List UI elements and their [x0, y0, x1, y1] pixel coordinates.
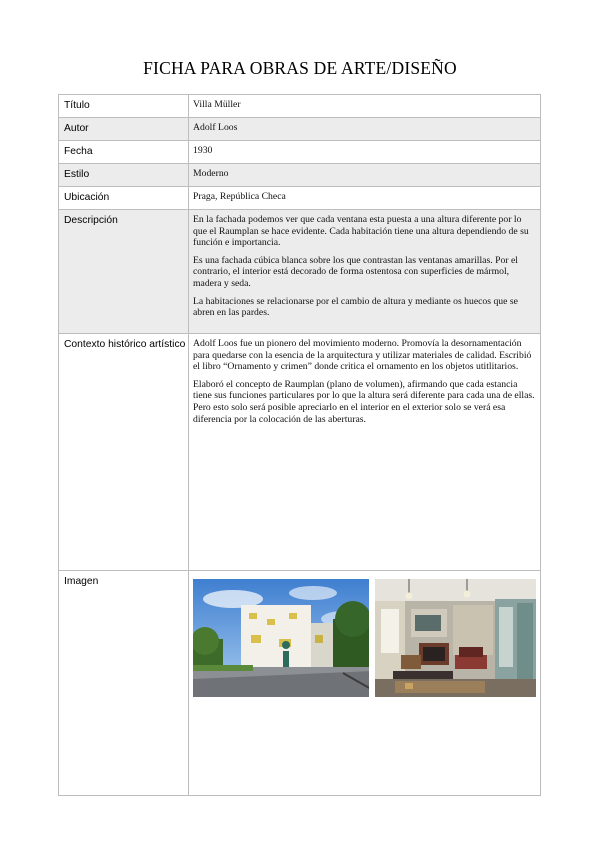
descripcion-paragraph-3: La habitaciones se relacionarse por el cambio de altura y mediante os huecos que se abren en las pardes.	[193, 295, 518, 319]
label-fecha: Fecha	[59, 141, 189, 164]
value-autor: Adolf Loos	[189, 118, 541, 141]
row-fecha	[59, 141, 541, 164]
label-descripcion: Descripción	[59, 210, 189, 334]
row-imagen	[59, 571, 541, 796]
label-autor: Autor	[59, 118, 189, 141]
row-contexto	[59, 334, 541, 571]
label-imagen: Imagen	[59, 571, 189, 796]
villa-exterior-photo	[193, 579, 369, 697]
descripcion-paragraph-1: En la fachada podemos ver que cada ventana esta puesta a una altura diferente por lo que el Raumplan se hace evidente. Cada habitación tiene una altura dependiendo de su función e importancia.	[193, 214, 529, 249]
label-titulo: Título	[59, 95, 189, 118]
descripcion-paragraph-2: Es una fachada cúbica blanca sobre los que contrastan las ventanas amarillas. Por el contrario, el interior está decorado de forma ostentosa con superficies de mármol, madera y seda.	[193, 254, 518, 289]
row-ubicacion	[59, 187, 541, 210]
artwork-sheet-table	[58, 94, 541, 796]
row-titulo	[59, 95, 541, 118]
label-contexto: Contexto histórico artístico	[59, 334, 189, 571]
villa-interior-photo	[375, 579, 536, 697]
row-descripcion	[59, 210, 541, 334]
value-ubicacion: Praga, República Checa	[189, 187, 541, 210]
value-contexto	[189, 334, 541, 571]
document-title: FICHA PARA OBRAS DE ARTE/DISEÑO	[143, 58, 457, 78]
row-estilo	[59, 164, 541, 187]
value-descripcion	[189, 210, 541, 334]
value-titulo: Villa Müller	[189, 95, 541, 118]
image-gallery	[193, 575, 536, 697]
label-estilo: Estilo	[59, 164, 189, 187]
contexto-paragraph-2: Elaboró el concepto de Raumplan (plano de volumen), afirmando que cada estancia tiene sus funciones particulares por lo que la altura será diferente para cada una de ellas. Pero esto solo será posible apreciarlo en el interior en el exterior solo se verá esa diferencia por la colocación de las aberturas.	[193, 378, 535, 425]
contexto-paragraph-1: Adolf Loos fue un pionero del movimiento moderno. Promovía la desornamentación para quedarse con la esencia de la arquitectura y utilizar materiales de calidad. Escribió el libro “Ornamento y crimen” donde critica el ornamento en los objetos utitlitarios.	[193, 338, 532, 373]
row-autor	[59, 118, 541, 141]
value-imagen	[189, 571, 541, 796]
value-fecha: 1930	[189, 141, 541, 164]
label-ubicacion: Ubicación	[59, 187, 189, 210]
value-estilo: Moderno	[189, 164, 541, 187]
